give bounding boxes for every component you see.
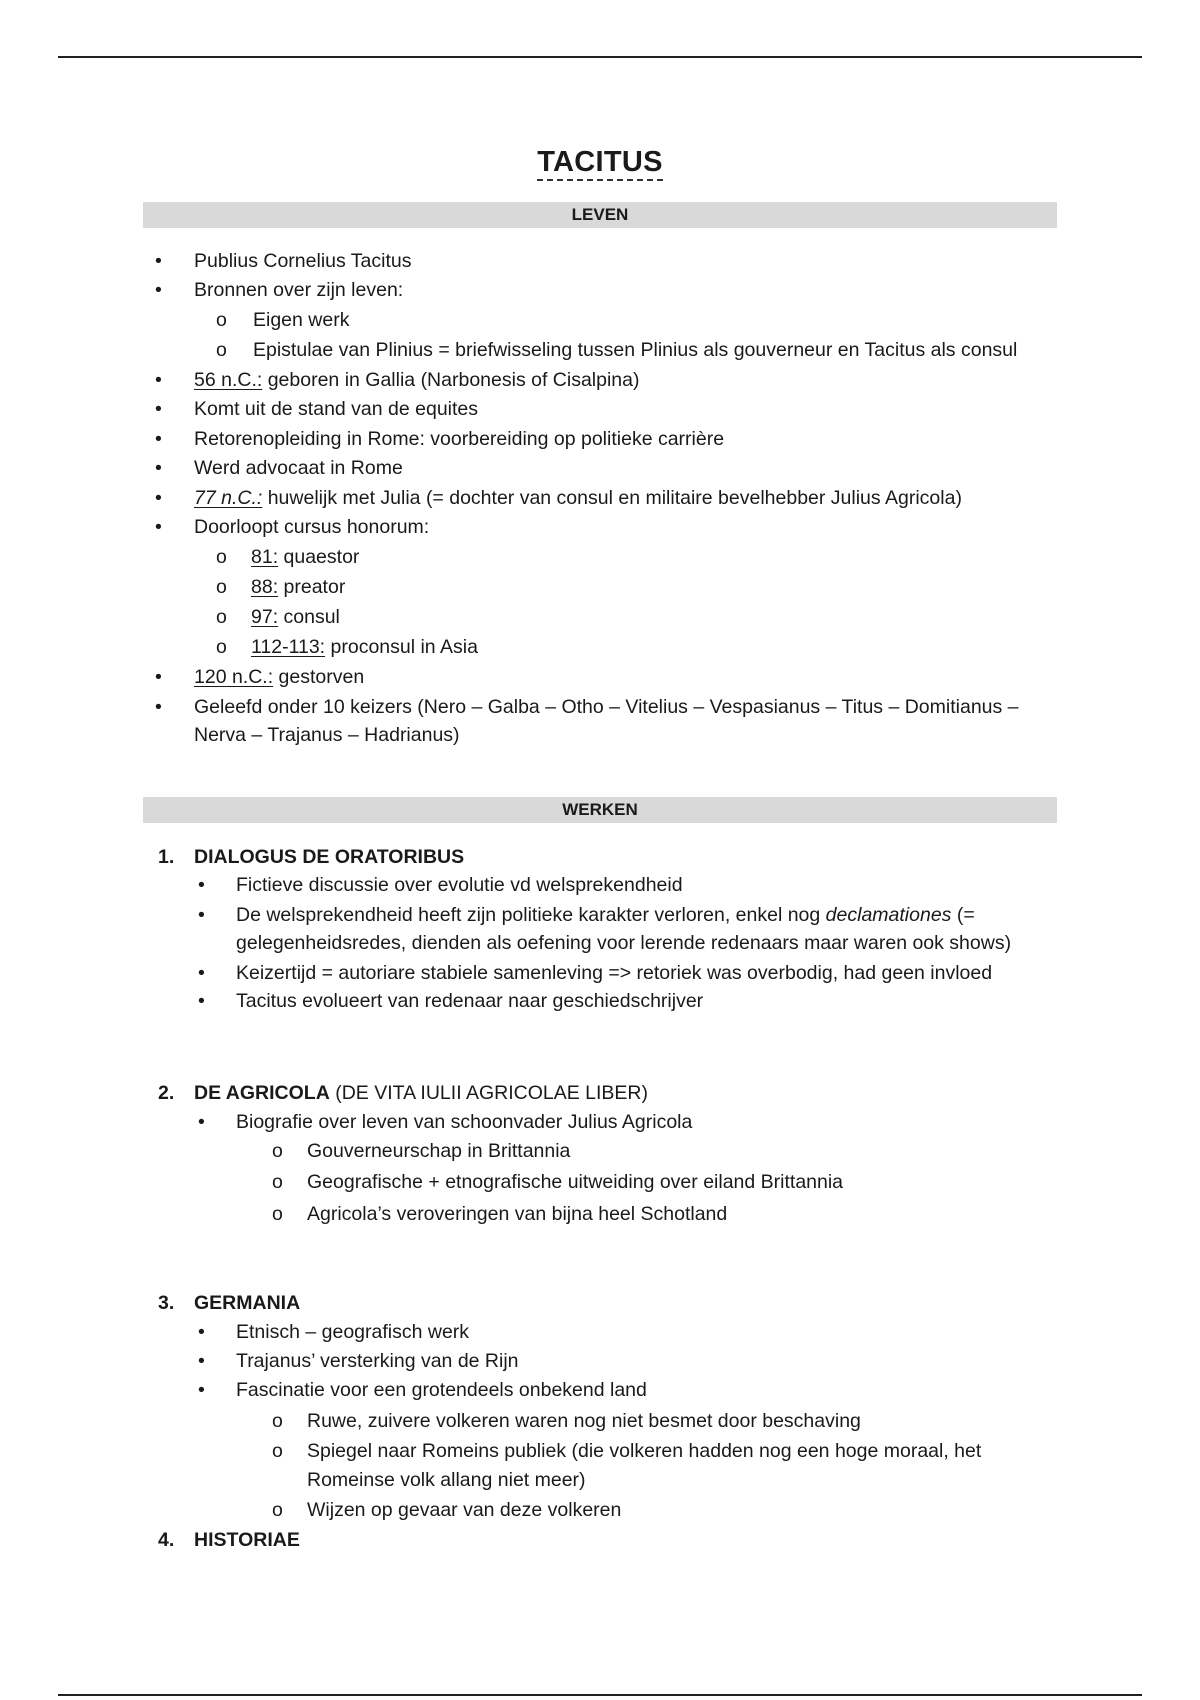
section-heading-leven: LEVEN: [143, 202, 1057, 228]
date-label: 112-113:: [251, 636, 326, 658]
circle-bullet-icon: o: [272, 1440, 283, 1462]
list-number: 2.: [158, 1082, 175, 1104]
list-subitem: [251, 604, 340, 630]
list-number: 1.: [158, 846, 175, 868]
bottom-rule: [58, 1694, 1142, 1696]
item-text: De welsprekendheid heeft zijn politieke karakter verloren, enkel nog: [236, 904, 826, 926]
list-item: [194, 485, 962, 511]
list-item: Geleefd onder 10 keizers (Nero – Galba – Otho – Vitelius – Vespasianus – Titus – Domitianus –: [194, 696, 1019, 718]
bullet-icon: [155, 277, 162, 303]
bullet-icon: [155, 248, 162, 274]
circle-bullet-icon: o: [272, 1171, 283, 1193]
bullet-icon: [198, 1377, 205, 1403]
item-text: (=: [951, 904, 975, 926]
date-label: 120 n.C.:: [194, 666, 274, 688]
list-item: Fictieve discussie over evolutie vd welsprekendheid: [236, 874, 683, 896]
list-item: Biografie over leven van schoonvader Julius Agricola: [236, 1111, 693, 1133]
list-item: Keizertijd = autoriare stabiele samenleving => retoriek was overbodig, had geen invloed: [236, 962, 993, 984]
date-label: 56 n.C.:: [194, 369, 263, 391]
list-item: [194, 367, 640, 393]
list-item: [194, 664, 364, 690]
list-item: Etnisch – geografisch werk: [236, 1321, 470, 1343]
list-item: [236, 902, 975, 928]
work-title: HISTORIAE: [194, 1529, 300, 1551]
list-item: Fascinatie voor een grotendeels onbekend land: [236, 1379, 647, 1401]
list-subitem: Wijzen op gevaar van deze volkeren: [307, 1499, 622, 1521]
bullet-icon: [198, 1348, 205, 1374]
list-subitem: Eigen werk: [253, 309, 350, 331]
circle-bullet-icon: o: [216, 636, 227, 658]
bullet-icon: [198, 960, 205, 986]
list-subitem: Epistulae van Plinius = briefwisseling tussen Plinius als gouverneur en Tacitus als consul: [253, 339, 1018, 361]
list-item: Werd advocaat in Rome: [194, 457, 403, 479]
work-title: GERMANIA: [194, 1292, 301, 1314]
work-title: DIALOGUS DE ORATORIBUS: [194, 846, 465, 868]
list-item-continuation: gelegenheidsredes, dienden als oefening voor lerende redenaars maar waren ook shows): [236, 932, 1012, 954]
list-item: Publius Cornelius Tacitus: [194, 250, 412, 272]
item-text: huwelijk met Julia (= dochter van consul en militaire bevelhebber Julius Agricola): [262, 487, 962, 509]
item-text: quaestor: [278, 546, 360, 568]
list-item: Doorloopt cursus honorum:: [194, 516, 430, 538]
list-item: Retorenopleiding in Rome: voorbereiding op politieke carrière: [194, 428, 725, 450]
work-title: DE AGRICOLA: [194, 1082, 330, 1104]
work-heading: [194, 1080, 648, 1106]
list-number: 3.: [158, 1292, 175, 1314]
list-item-continuation: Nerva – Trajanus – Hadrianus): [194, 724, 460, 746]
bullet-icon: [198, 1109, 205, 1135]
circle-bullet-icon: o: [216, 309, 227, 331]
italic-term: declamationes: [825, 904, 952, 926]
circle-bullet-icon: o: [216, 606, 227, 628]
circle-bullet-icon: o: [272, 1140, 283, 1162]
list-subitem-continuation: Romeinse volk allang niet meer): [307, 1469, 586, 1491]
item-text: geboren in Gallia (Narbonesis of Cisalpina): [262, 369, 640, 391]
bullet-icon: [198, 872, 205, 898]
circle-bullet-icon: o: [272, 1499, 283, 1521]
bullet-icon: [155, 396, 162, 422]
top-rule: [58, 56, 1142, 58]
date-label: 77 n.C.:: [194, 487, 263, 509]
bullet-icon: [155, 514, 162, 540]
bullet-icon: [198, 988, 205, 1014]
list-subitem: [251, 574, 345, 600]
list-subitem: Agricola’s veroveringen van bijna heel Schotland: [307, 1203, 728, 1225]
page-title: [0, 146, 1200, 179]
list-item: Komt uit de stand van de equites: [194, 398, 479, 420]
list-subitem: [251, 634, 478, 660]
list-subitem: Spiegel naar Romeins publiek (die volkeren hadden nog een hoge moraal, het: [307, 1440, 982, 1462]
circle-bullet-icon: o: [216, 339, 227, 361]
section-heading-werken: WERKEN: [143, 797, 1057, 823]
list-item: Tacitus evolueert van redenaar naar geschiedschrijver: [236, 990, 704, 1012]
bullet-icon: [155, 455, 162, 481]
date-label: 88:: [251, 576, 279, 598]
circle-bullet-icon: o: [216, 546, 227, 568]
bullet-icon: [155, 664, 162, 690]
list-subitem: Gouverneurschap in Brittannia: [307, 1140, 571, 1162]
bullet-icon: [155, 485, 162, 511]
item-text: consul: [278, 606, 340, 628]
bullet-icon: [155, 426, 162, 452]
bullet-icon: [155, 367, 162, 393]
item-text: preator: [278, 576, 346, 598]
date-label: 81:: [251, 546, 279, 568]
title-text: TACITUS: [537, 146, 663, 181]
item-text: gestorven: [273, 666, 365, 688]
list-item: Bronnen over zijn leven:: [194, 279, 404, 301]
bullet-icon: [155, 694, 162, 720]
circle-bullet-icon: o: [216, 576, 227, 598]
bullet-icon: [198, 1319, 205, 1345]
bullet-icon: [198, 902, 205, 928]
circle-bullet-icon: o: [272, 1410, 283, 1432]
date-label: 97:: [251, 606, 279, 628]
list-item: Trajanus’ versterking van de Rijn: [236, 1350, 519, 1372]
item-text: proconsul in Asia: [325, 636, 478, 658]
work-subtitle: (DE VITA IULII AGRICOLAE LIBER): [329, 1082, 649, 1104]
list-subitem: Ruwe, zuivere volkeren waren nog niet besmet door beschaving: [307, 1410, 861, 1432]
circle-bullet-icon: o: [272, 1203, 283, 1225]
list-subitem: [251, 544, 359, 570]
list-subitem: Geografische + etnografische uitweiding over eiland Brittannia: [307, 1171, 844, 1193]
list-number: 4.: [158, 1529, 175, 1551]
